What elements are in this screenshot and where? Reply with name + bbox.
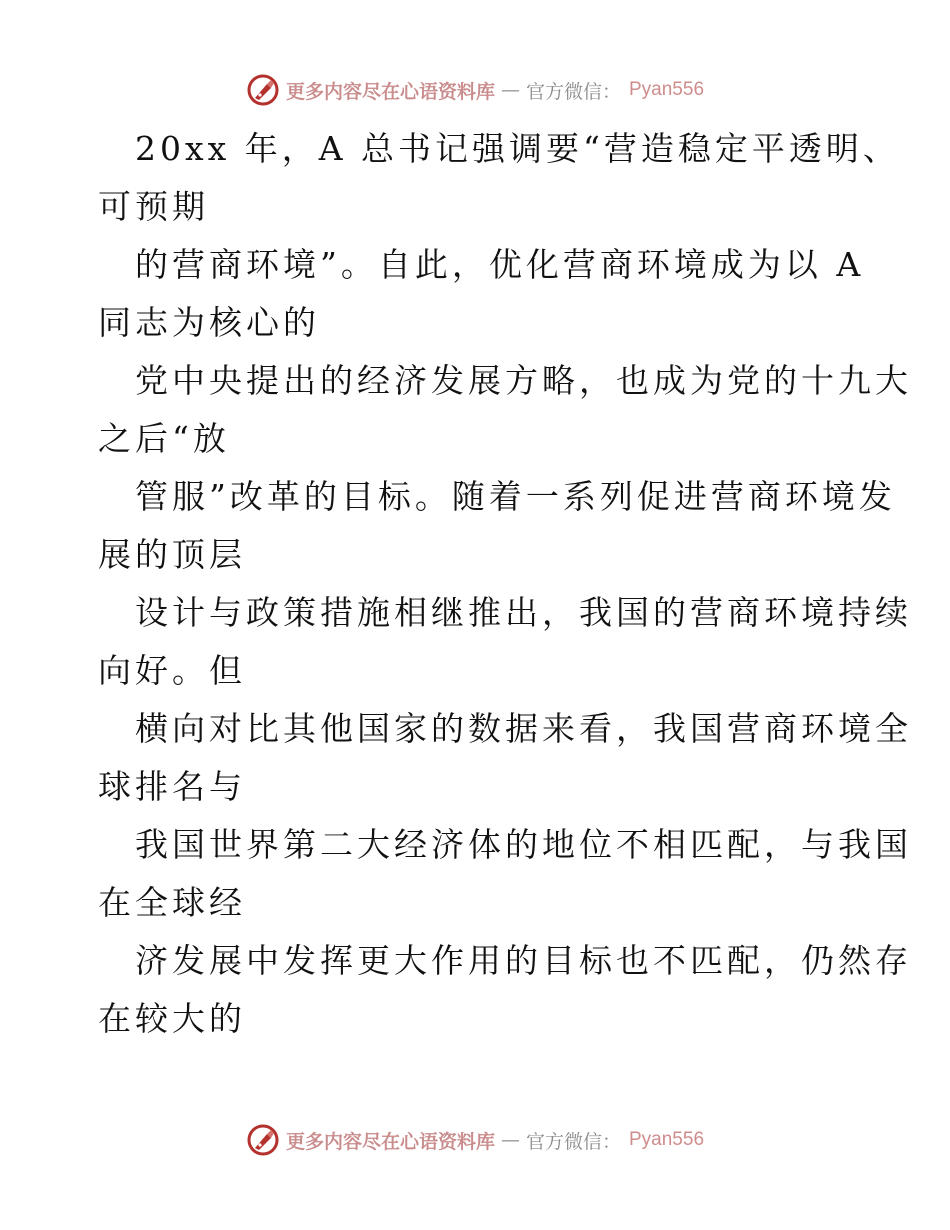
text-line: 在较大的 [98,999,246,1038]
text-line: 同志为核心的 [98,303,320,342]
text-line: 球排名与 [98,767,246,806]
pen-nib-logo-icon [246,1123,280,1157]
pen-nib-logo-icon [246,73,280,107]
body-text [98,120,912,1048]
footer-wechat-label: 官方微信： [525,1130,621,1153]
text-line: 我国世界第二大经济体的地位不相匹配，与我国 [135,825,912,864]
text-line: 之后“放 [98,419,230,458]
text-line: 管服”改革的目标。随着一系列促进营商环境发 [135,477,896,516]
text-line: 的营商环境”。自此，优化营商环境成为以 A [135,245,865,284]
text-line: 横向对比其他国家的数据来看，我国营商环境全 [135,709,912,748]
text-line: 在全球经 [98,883,246,922]
header-wechat-label: 官方微信： [525,80,621,103]
header-banner [0,70,950,110]
header-wechat-id: Pyan556 [629,79,705,100]
text-line: 向好。但 [98,651,246,690]
text-line: 济发展中发挥更大作用的目标也不匹配，仍然存 [135,941,912,980]
footer-separator: — [500,1129,520,1151]
footer-main-text: 更多内容尽在心语资料库 [285,1130,495,1153]
header-main-text: 更多内容尽在心语资料库 [285,80,495,103]
footer-banner [0,1120,950,1160]
footer-wechat-id: Pyan556 [629,1129,705,1150]
text-line: 党中央提出的经济发展方略，也成为党的十九大 [135,361,912,400]
text-line: 可预期 [98,187,209,226]
text-line: 20xx 年，A 总书记强调要“营造稳定平透明、 [135,129,900,168]
text-line: 设计与政策措施相继推出，我国的营商环境持续 [135,593,912,632]
text-line: 展的顶层 [98,535,246,574]
header-separator: — [500,79,520,101]
